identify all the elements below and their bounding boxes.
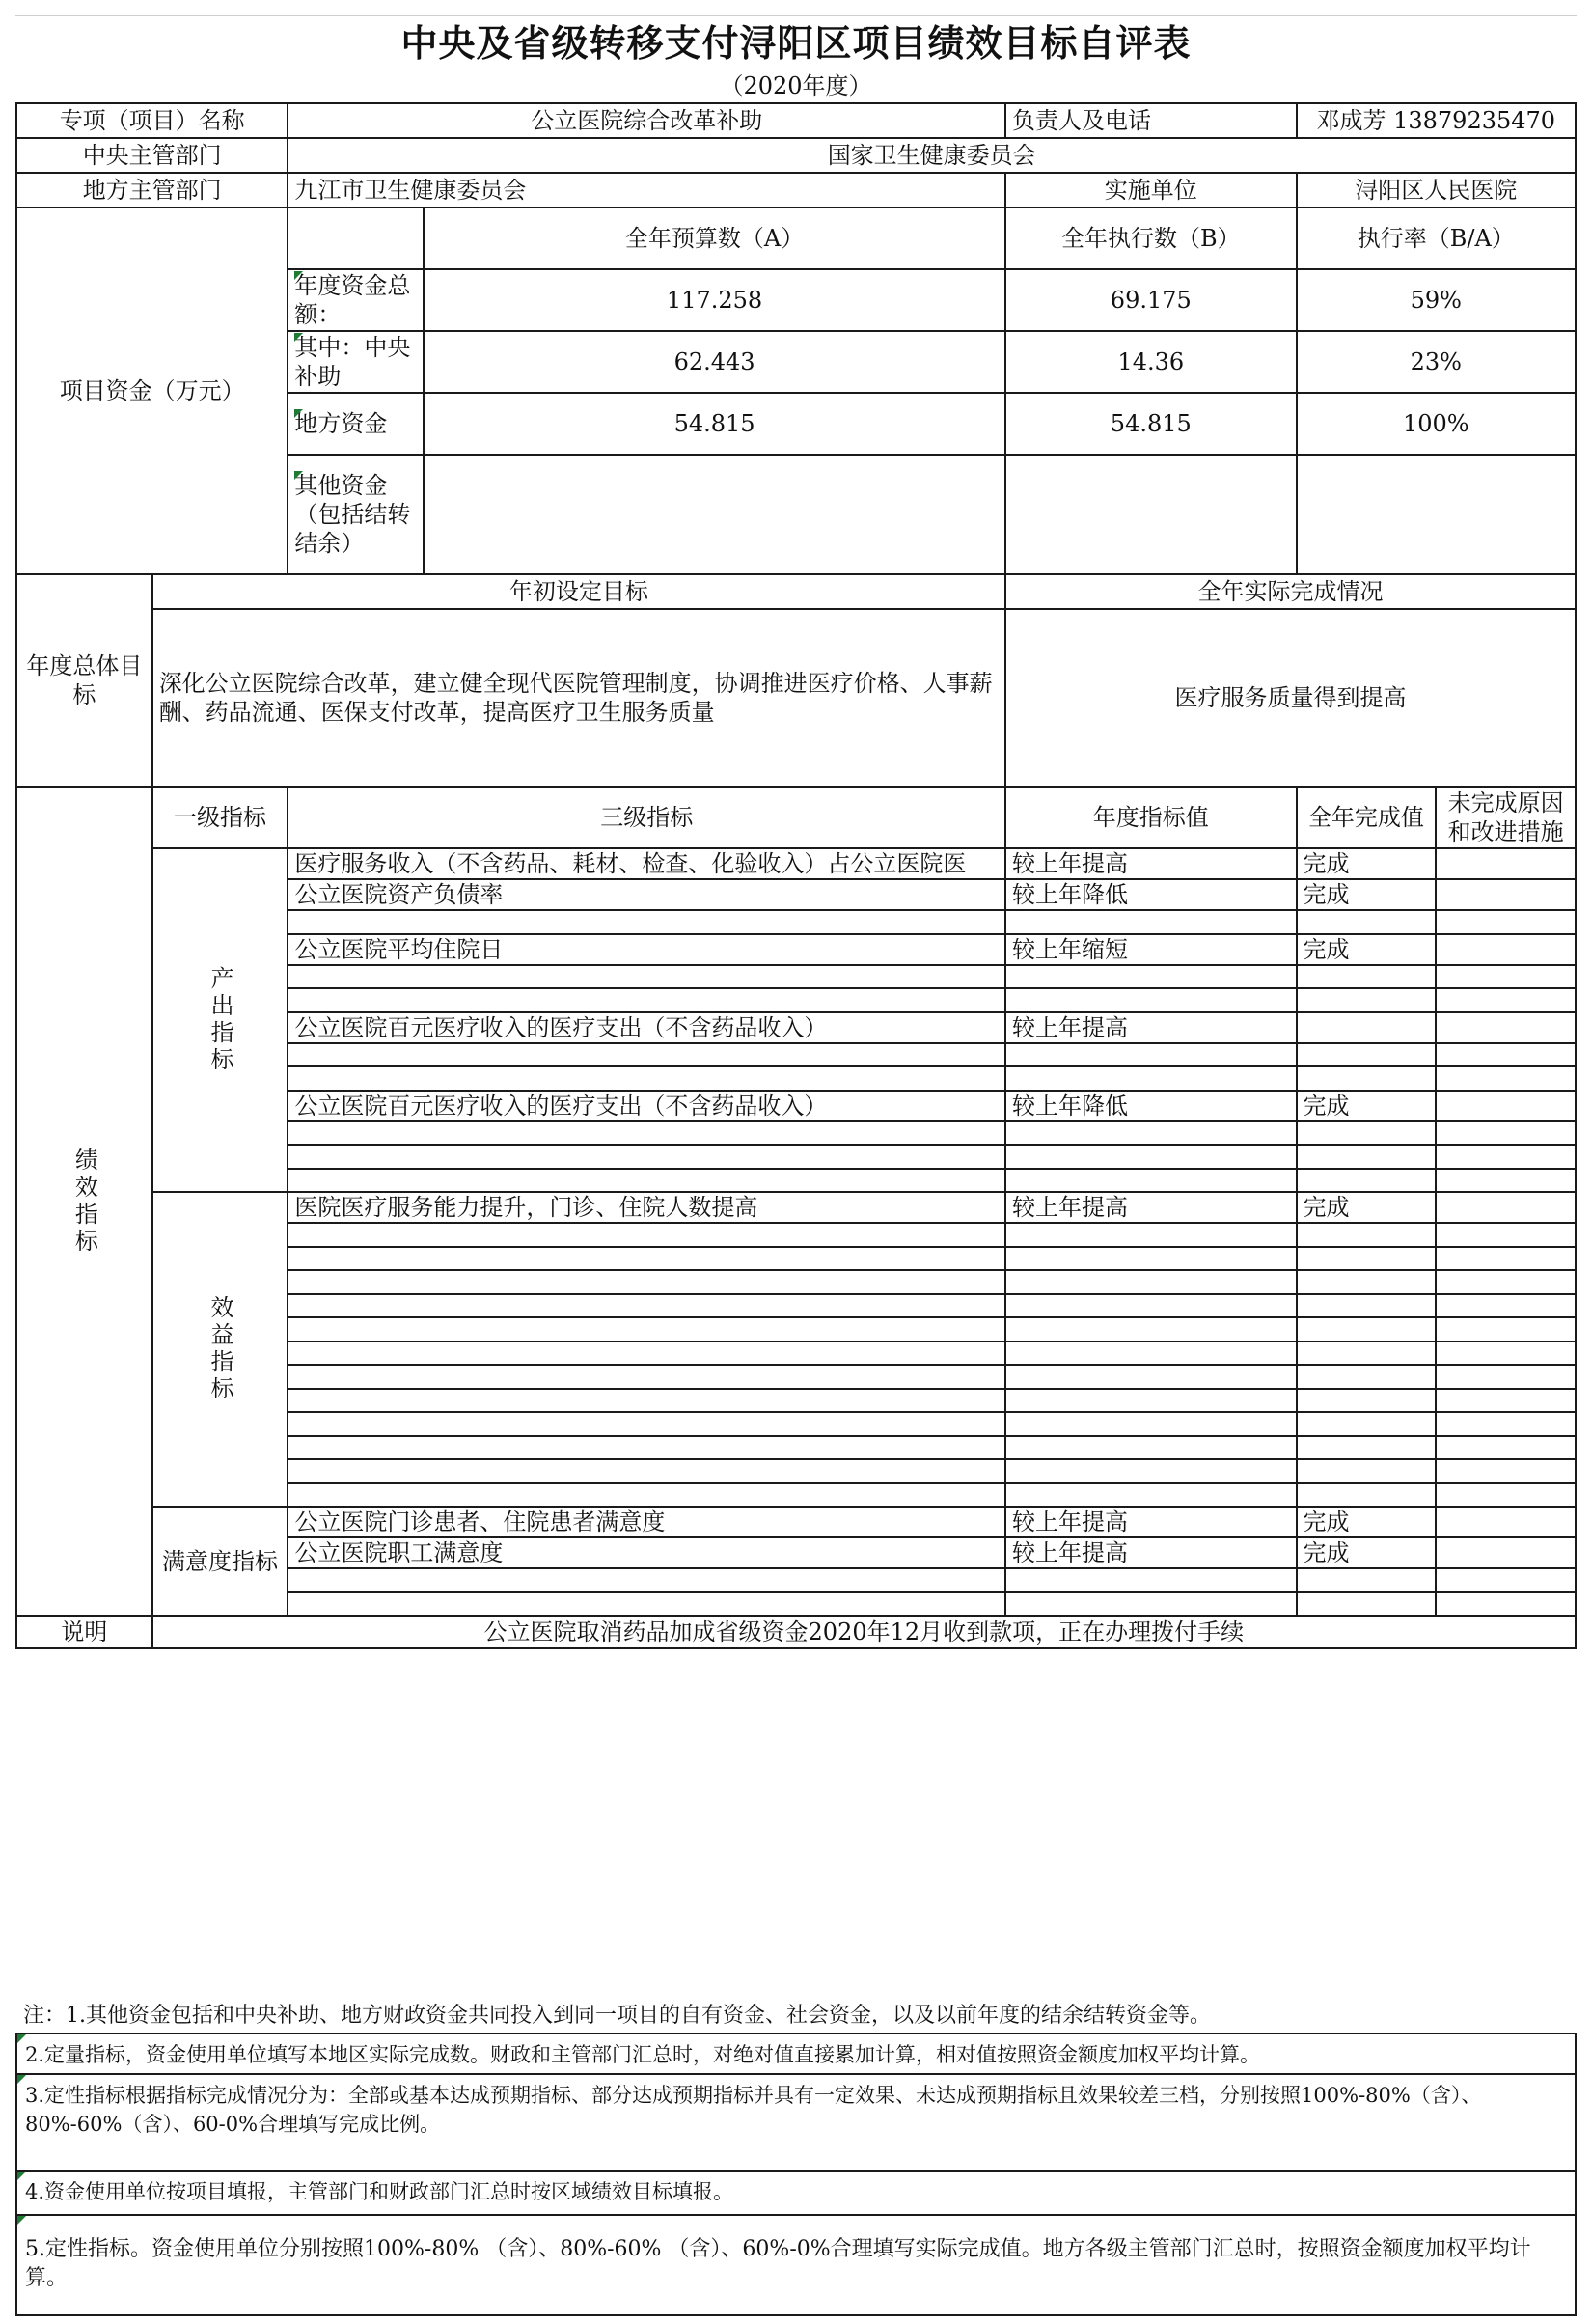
indicator-done-value [1297,1412,1437,1436]
indicator-reason-cell [1436,1365,1576,1389]
indicator-target-value [1005,1483,1296,1508]
indicator-done-value [1297,1592,1437,1617]
indicator-name [288,1043,1005,1067]
funds-row-exec: 14.36 [1005,331,1296,393]
indicator-name [288,1145,1005,1169]
indicator-reason-cell [1436,965,1576,989]
indicator-done-value [1297,1066,1437,1091]
indicator-target-value [1005,988,1296,1012]
note-item: 5.定性指标。资金使用单位分别按照100%-80% （含）、80%-60% （含）、60%-0%合理填写实际完成值。地方各级主管部门汇总时，按照资金额度加权平均计算。 [15,2216,1577,2316]
indicator-reason-cell [1436,1507,1576,1537]
indicator-done-value [1297,988,1437,1012]
indicator-done-value: 完成 [1297,934,1437,965]
indicator-reason-cell [1436,1568,1576,1592]
indicator-name [288,910,1005,934]
indicator-target-value: 较上年提高 [1005,1507,1296,1537]
funds-row-rate: 23% [1297,331,1576,393]
indicator-reason-cell [1436,879,1576,910]
indicator-target-value [1005,1342,1296,1366]
indicator-target-value [1005,1365,1296,1389]
funds-row-budget: 62.443 [424,331,1005,393]
indicator-reason-cell [1436,1247,1576,1271]
comment-marker-icon [17,2216,26,2225]
indicators-section-label: 绩效指标 [16,787,152,1616]
funds-row-exec [1005,455,1296,574]
note-item: 3.定性指标根据指标完成情况分为：全部或基本达成预期指标、部分达成预期指标并具有一定效果、未达成预期指标且效果较差三档，分别按照100%-80%（含）、80%-60%（含）、60-0%合理填写完成比例。 [15,2075,1577,2172]
comment-marker-icon [294,333,303,342]
indicator-row [16,1192,1576,1223]
indicator-row [16,1507,1576,1537]
indicator-name [288,1066,1005,1091]
indicator-done-value: 完成 [1297,1537,1437,1568]
benefit-indicators-label: 效益指标 [152,1192,288,1507]
indicator-target-value [1005,1145,1296,1169]
funds-col-rate: 执行率（B/A） [1297,208,1576,269]
indicator-target-value [1005,1223,1296,1247]
comment-marker-icon [17,2075,26,2084]
remark-text: 公立医院取消药品加成省级资金2020年12月收到款项，正在办理拨付手续 [152,1616,1576,1648]
indicator-done-value [1297,1247,1437,1271]
indicator-target-value: 较上年提高 [1005,1537,1296,1568]
satisfaction-indicators-label: 满意度指标 [152,1507,288,1616]
indicator-name: 公立医院百元医疗收入的医疗支出（不含药品收入） [288,1091,1005,1121]
output-indicators-label: 产出指标 [152,848,288,1192]
indicator-reason-cell [1436,1483,1576,1508]
indicator-target-value [1005,1459,1296,1483]
indicator-target-value [1005,1389,1296,1413]
indicator-name [288,1568,1005,1592]
evaluation-table [15,102,1577,1649]
indicator-target-value [1005,1270,1296,1294]
indicator-done-value: 完成 [1297,1507,1437,1537]
indicator-reason-cell [1436,1592,1576,1617]
indicator-reason-cell [1436,848,1576,879]
comment-marker-icon [294,409,303,418]
indicator-done-value [1297,1568,1437,1592]
project-name-value: 公立医院综合改革补助 [288,103,1005,138]
indicator-name [288,1317,1005,1342]
funds-row-label: 其他资金（包括结转结余） [288,455,424,574]
funds-row-label: 其中：中央补助 [288,331,424,393]
indicator-done-value [1297,1317,1437,1342]
indicator-target-value: 较上年提高 [1005,1192,1296,1223]
page-title: 中央及省级转移支付浔阳区项目绩效目标自评表 [15,15,1577,70]
indicator-name [288,1270,1005,1294]
funds-row-label: 地方资金 [288,393,424,455]
local-dept-label: 地方主管部门 [16,173,288,208]
indicator-name: 公立医院百元医疗收入的医疗支出（不含药品收入） [288,1012,1005,1043]
funds-row-budget: 54.815 [424,393,1005,455]
indicator-done-value [1297,965,1437,989]
indicators-col-reason: 未完成原因和改进措施 [1436,787,1576,848]
impl-unit-label: 实施单位 [1005,173,1296,208]
indicator-reason-cell [1436,1066,1576,1091]
indicator-target-value [1005,1043,1296,1067]
indicator-reason-cell [1436,1412,1576,1436]
indicator-target-value [1005,1121,1296,1146]
indicator-reason-cell [1436,1121,1576,1146]
indicator-done-value [1297,1436,1437,1460]
indicator-reason-cell [1436,1389,1576,1413]
indicator-name [288,1436,1005,1460]
indicator-done-value [1297,1012,1437,1043]
indicator-name [288,1294,1005,1318]
funds-row-exec: 69.175 [1005,269,1296,331]
indicator-done-value [1297,1483,1437,1508]
funds-row-rate: 59% [1297,269,1576,331]
remark-label: 说明 [16,1616,152,1648]
impl-unit-value: 浔阳区人民医院 [1297,173,1576,208]
indicator-done-value [1297,1389,1437,1413]
comment-marker-icon [17,2034,26,2043]
funds-row-exec: 54.815 [1005,393,1296,455]
contact-label: 负责人及电话 [1005,103,1296,138]
indicator-name: 医院医疗服务能力提升，门诊、住院人数提高 [288,1192,1005,1223]
indicator-target-value [1005,910,1296,934]
indicator-done-value [1297,1145,1437,1169]
funds-section-label: 项目资金（万元） [16,208,288,574]
indicator-name: 公立医院门诊患者、住院患者满意度 [288,1507,1005,1537]
indicator-target-value: 较上年提高 [1005,1012,1296,1043]
indicator-target-value [1005,965,1296,989]
indicator-done-value [1297,1121,1437,1146]
indicator-row [16,848,1576,879]
indicator-done-value [1297,1223,1437,1247]
note-item: 注：1.其他资金包括和中央补助、地方财政资金共同投入到同一项目的自有资金、社会资金，以及以前年度的结余结转资金等。 [15,1996,1577,2034]
indicator-name [288,1247,1005,1271]
note-item: 4.资金使用单位按项目填报，主管部门和财政部门汇总时按区域绩效目标填报。 [15,2172,1577,2216]
indicators-col-level1: 一级指标 [152,787,288,848]
indicator-target-value [1005,1169,1296,1193]
indicator-name [288,1121,1005,1146]
goals-section-label: 年度总体目标 [16,574,152,787]
notes-section [15,1996,1577,2316]
indicator-reason-cell [1436,988,1576,1012]
indicator-name: 医疗服务收入（不含药品、耗材、检查、化验收入）占公立医院医 [288,848,1005,879]
funds-row-budget: 117.258 [424,269,1005,331]
indicator-target-value: 较上年提高 [1005,848,1296,879]
indicator-reason-cell [1436,910,1576,934]
indicator-reason-cell [1436,1459,1576,1483]
comment-marker-icon [294,271,303,280]
indicator-name [288,1483,1005,1508]
funds-row-label: 年度资金总额： [288,269,424,331]
page-subtitle: （2020年度） [720,72,872,99]
indicator-name: 公立医院资产负债率 [288,879,1005,910]
indicator-name [288,988,1005,1012]
indicator-reason-cell [1436,1342,1576,1366]
indicator-target-value [1005,1592,1296,1617]
indicator-done-value [1297,1043,1437,1067]
indicator-reason-cell [1436,1043,1576,1067]
indicator-target-value: 较上年降低 [1005,1091,1296,1121]
indicator-name [288,1412,1005,1436]
funds-row-rate: 100% [1297,393,1576,455]
indicator-done-value [1297,1294,1437,1318]
indicator-name [288,1459,1005,1483]
contact-value: 邓成芳 13879235470 [1297,103,1576,138]
indicator-reason-cell [1436,1270,1576,1294]
indicator-done-value: 完成 [1297,879,1437,910]
indicators-col-value: 年度指标值 [1005,787,1296,848]
indicator-name [288,1365,1005,1389]
indicator-target-value [1005,1247,1296,1271]
indicator-reason-cell [1436,1145,1576,1169]
indicator-done-value: 完成 [1297,848,1437,879]
indicator-target-value [1005,1436,1296,1460]
indicator-name [288,1592,1005,1617]
indicator-reason-cell [1436,1223,1576,1247]
indicator-name [288,1169,1005,1193]
indicator-reason-cell [1436,1317,1576,1342]
indicator-target-value: 较上年降低 [1005,879,1296,910]
funds-col-budget: 全年预算数（A） [424,208,1005,269]
indicator-target-value [1005,1412,1296,1436]
indicator-target-value [1005,1317,1296,1342]
indicator-done-value [1297,1270,1437,1294]
funds-row-rate [1297,455,1576,574]
indicator-done-value: 完成 [1297,1091,1437,1121]
local-dept-value: 九江市卫生健康委员会 [288,173,1005,208]
comment-marker-icon [294,471,303,480]
indicator-name [288,1342,1005,1366]
indicator-name [288,965,1005,989]
indicator-done-value [1297,1459,1437,1483]
indicator-done-value [1297,1169,1437,1193]
indicator-name [288,1389,1005,1413]
funds-row-budget [424,455,1005,574]
indicator-done-value [1297,910,1437,934]
comment-marker-icon [17,2172,26,2180]
indicator-reason-cell [1436,1012,1576,1043]
indicator-target-value: 较上年缩短 [1005,934,1296,965]
indicator-target-value [1005,1568,1296,1592]
goals-target-text: 深化公立医院综合改革，建立健全现代医院管理制度，协调推进医疗价格、人事薪酬、药品流通、医保支付改革，提高医疗卫生服务质量 [152,609,1005,787]
indicator-reason-cell [1436,1537,1576,1568]
project-name-label: 专项（项目）名称 [16,103,288,138]
indicator-target-value [1005,1066,1296,1091]
goals-col-actual: 全年实际完成情况 [1005,574,1576,609]
indicator-reason-cell [1436,1091,1576,1121]
goals-col-target: 年初设定目标 [152,574,1005,609]
indicator-done-value [1297,1342,1437,1366]
central-dept-label: 中央主管部门 [16,138,288,173]
indicator-name: 公立医院职工满意度 [288,1537,1005,1568]
funds-col-exec: 全年执行数（B） [1005,208,1296,269]
indicator-done-value [1297,1365,1437,1389]
indicator-reason-cell [1436,1294,1576,1318]
indicator-target-value [1005,1294,1296,1318]
central-dept-value: 国家卫生健康委员会 [288,138,1576,173]
indicators-col-level3: 三级指标 [288,787,1005,848]
note-item: 2.定量指标，资金使用单位填写本地区实际完成数。财政和主管部门汇总时，对绝对值直接累加计算，相对值按照资金额度加权平均计算。 [15,2034,1577,2075]
indicator-name [288,1223,1005,1247]
indicators-col-done: 全年完成值 [1297,787,1437,848]
indicator-reason-cell [1436,1192,1576,1223]
funds-blank-cell [288,208,424,269]
indicator-reason-cell [1436,1436,1576,1460]
goals-actual-text: 医疗服务质量得到提高 [1005,609,1576,787]
indicator-reason-cell [1436,934,1576,965]
indicator-name: 公立医院平均住院日 [288,934,1005,965]
indicator-done-value: 完成 [1297,1192,1437,1223]
indicator-reason-cell [1436,1169,1576,1193]
